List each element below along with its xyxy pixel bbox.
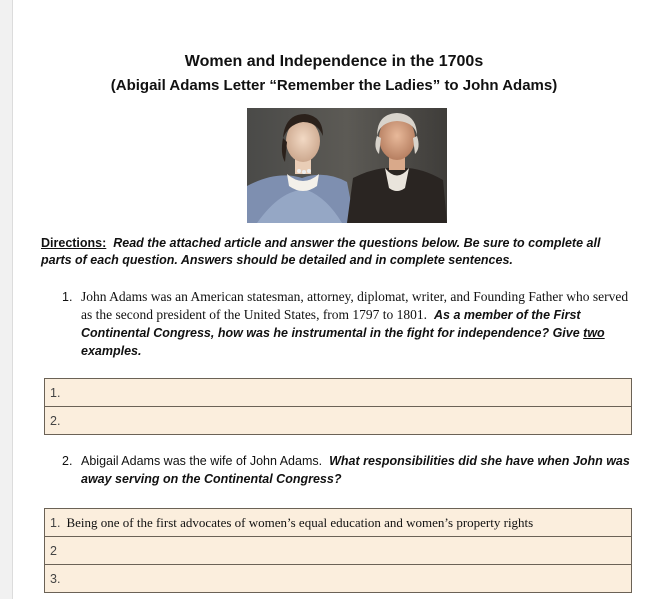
adams-portrait-image [247,108,447,223]
question-1-intro: John Adams was an American statesman, attorney, diplomat, writer, and Founding Father who served as the second president of the United States, from 1797 to 1801. [81,289,629,322]
question-2-number: 2. [62,454,73,468]
answer-number: 1. [50,515,61,530]
table-row[interactable] [45,509,632,537]
directions-text: Read the attached article and answer the questions below. Be sure to complete all parts of each question. Answers should be detailed and in complete sentences. [41,236,601,267]
document-subtitle: (Abigail Adams Letter “Remember the Ladies” to John Adams) [110,77,558,94]
answer-cell[interactable] [45,565,632,593]
answer-number: 1. [50,385,61,400]
document-title: Women and Independence in the 1700s [184,53,484,70]
answer-cell[interactable] [45,537,632,565]
answer-number: 2. [50,413,61,428]
answer-table-2 [44,508,632,593]
directions-label: Directions: [41,236,107,250]
answer-cell[interactable] [45,509,632,537]
answer-text: Being one of the first advocates of women’s equal education and women’s property rights [66,514,534,530]
answer-cell[interactable] [45,407,632,435]
question-1-prompt: As a member of the First Continental Congress, how was he instrumental in the fight for independence? Give [81,308,581,340]
table-row[interactable] [45,379,632,407]
question-1-number: 1. [62,290,73,304]
question-1 [62,288,637,360]
answer-number: 3. [50,571,61,586]
answer-number: 2 [50,543,57,558]
table-row[interactable] [45,537,632,565]
directions [41,235,631,269]
question-2-prompt: What responsibilities did she have when John was away serving on the Continental Congress? [81,454,630,486]
question-2 [62,452,637,488]
answer-table-1 [44,378,632,435]
question-2-intro: Abigail Adams was the wife of John Adams. [81,454,323,468]
table-row[interactable] [45,565,632,593]
table-row[interactable] [45,407,632,435]
answer-cell[interactable] [45,379,632,407]
question-1-prompt-end: examples. [81,344,142,358]
question-1-emphasis: two [583,326,605,340]
